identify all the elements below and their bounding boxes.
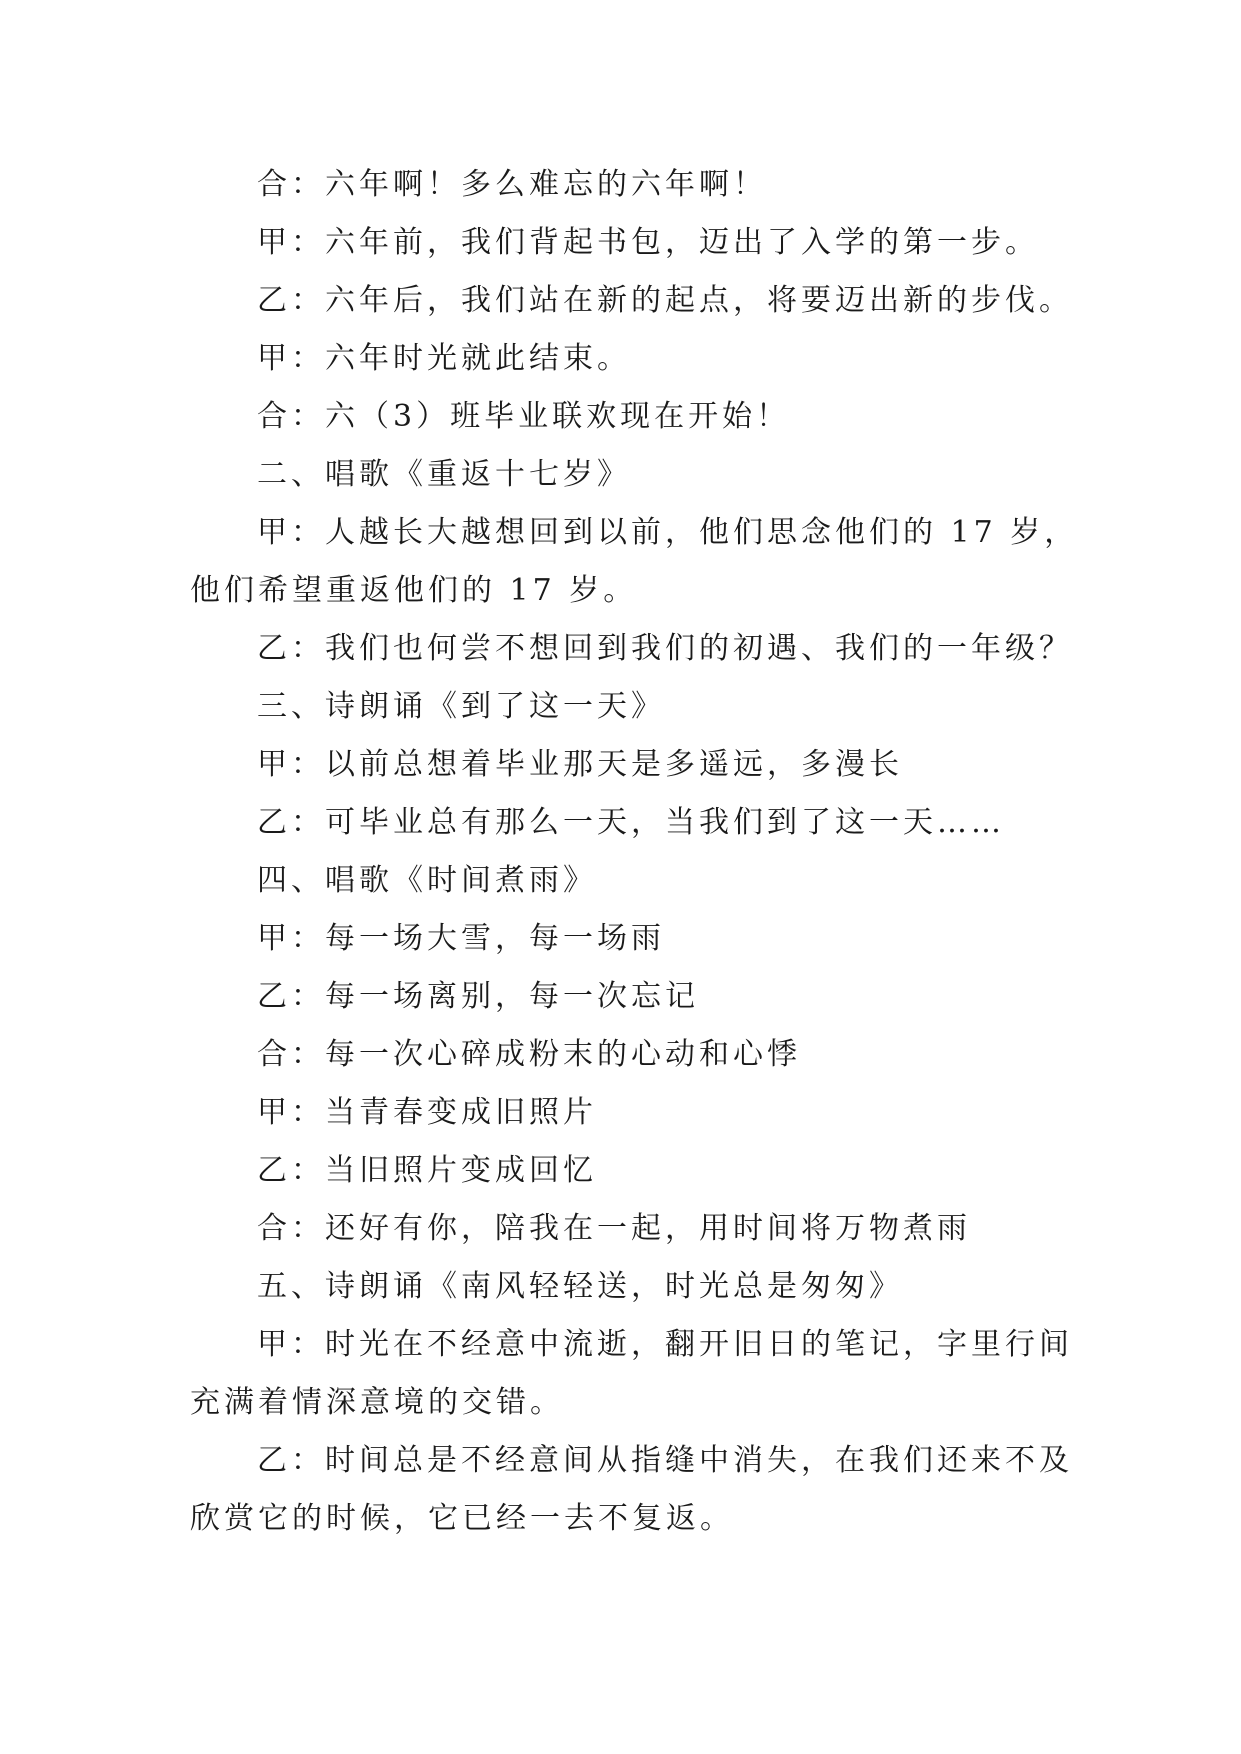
paragraph-line: 乙：时间总是不经意间从指缝中消失，在我们还来不及欣赏它的时候，它已经一去不复返。 — [190, 1443, 1073, 1536]
paragraph-line: 合：每一次心碎成粉末的心动和心悸 — [257, 1037, 801, 1072]
document-body — [190, 156, 1090, 1548]
paragraph-line: 乙：每一场离别，每一次忘记 — [257, 979, 699, 1014]
paragraph-line: 甲：六年前，我们背起书包，迈出了入学的第一步。 — [257, 225, 1039, 260]
paragraph-line: 甲：人越长大越想回到以前，他们思念他们的 17 岁，他们希望重返他们的 17 岁。 — [190, 515, 1079, 608]
paragraph-line: 甲：每一场大雪，每一场雨 — [257, 921, 665, 956]
paragraph-line: 合：六年啊！多么难忘的六年啊！ — [257, 167, 767, 202]
section-heading: 四、唱歌《时间煮雨》 — [257, 863, 597, 898]
paragraph-line: 合：还好有你，陪我在一起，用时间将万物煮雨 — [257, 1211, 971, 1246]
paragraph-line: 甲：六年时光就此结束。 — [257, 341, 631, 376]
paragraph-line: 甲：当青春变成旧照片 — [257, 1095, 597, 1130]
section-heading: 二、唱歌《重返十七岁》 — [257, 457, 631, 492]
paragraph-line: 甲：时光在不经意中流逝，翻开旧日的笔记，字里行间充满着情深意境的交错。 — [190, 1327, 1073, 1420]
paragraph-line: 乙：六年后，我们站在新的起点，将要迈出新的步伐。 — [257, 283, 1073, 318]
paragraph-line: 甲：以前总想着毕业那天是多遥远，多漫长 — [257, 747, 903, 782]
paragraph-line: 乙：我们也何尝不想回到我们的初遇、我们的一年级？ — [257, 631, 1073, 666]
paragraph-line: 乙：当旧照片变成回忆 — [257, 1153, 597, 1188]
paragraph-line: 乙：可毕业总有那么一天，当我们到了这一天…… — [257, 805, 1005, 840]
section-heading: 五、诗朗诵《南风轻轻送，时光总是匆匆》 — [257, 1269, 903, 1304]
section-heading: 三、诗朗诵《到了这一天》 — [257, 689, 665, 724]
paragraph-line: 合：六（3）班毕业联欢现在开始！ — [257, 399, 791, 434]
